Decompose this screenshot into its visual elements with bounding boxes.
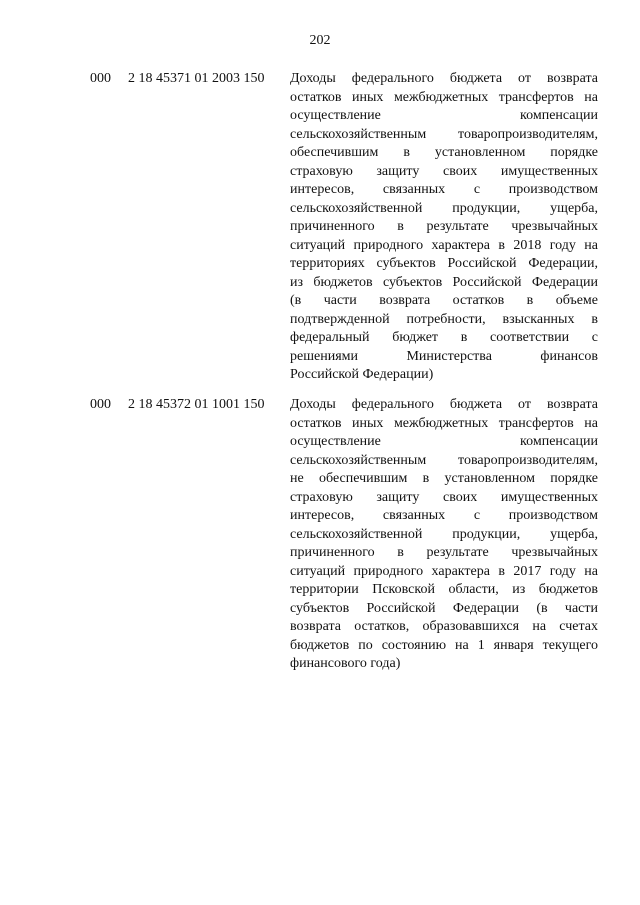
- description-line: не обеспечившим в установленном порядке: [290, 471, 598, 486]
- description-line: страховую защиту своих имущественных: [290, 489, 598, 505]
- description-line: Доходы федерального бюджета от возврата: [290, 397, 598, 412]
- description-line: подтвержденной потребности, взысканных в: [290, 311, 598, 327]
- description-line: остатков иных межбюджетных трансфертов на: [290, 89, 598, 105]
- description-line: сельскохозяйственной продукции, ущерба,: [290, 200, 598, 216]
- description-line: сельскохозяйственным товаропроизводителям,: [290, 452, 598, 468]
- description-line: интересов, связанных с производством: [290, 508, 598, 523]
- description-line: осуществление компенсации: [290, 108, 598, 123]
- description-line: ситуаций природного характера в 2017 году на: [290, 563, 598, 579]
- description-line: из бюджетов субъектов Российской Федерации: [290, 274, 598, 290]
- description-line: территории Псковской области, из бюджетов: [290, 582, 598, 597]
- description-line: страховую защиту своих имущественных: [290, 163, 598, 179]
- entry-description: [290, 70, 598, 385]
- description-line: причиненного в результате чрезвычайных: [290, 545, 598, 560]
- admin-code: 000: [90, 71, 111, 86]
- description-line: Доходы федерального бюджета от возврата: [290, 71, 598, 86]
- description-line: территориях субъектов Российской Федерации,: [290, 256, 598, 271]
- classification-code: 2 18 45372 01 1001 150: [128, 397, 265, 412]
- description-line: федеральный бюджет в соответствии с: [290, 330, 598, 345]
- description-line: (в части возврата остатков в объеме: [290, 293, 598, 308]
- description-line: субъектов Российской Федерации (в части: [290, 600, 598, 616]
- description-line: причиненного в результате чрезвычайных: [290, 219, 598, 234]
- description-line: обеспечившим в установленном порядке: [290, 145, 598, 160]
- admin-code: 000: [90, 397, 111, 412]
- entry-description: [290, 396, 598, 674]
- classification-code: 2 18 45371 01 2003 150: [128, 71, 265, 86]
- description-line: решениями Министерства финансов: [290, 348, 598, 364]
- description-line: Российской Федерации): [290, 367, 434, 382]
- description-line: ситуаций природного характера в 2018 году на: [290, 237, 598, 253]
- description-line: финансового года): [290, 656, 401, 671]
- description-line: интересов, связанных с производством: [290, 182, 598, 197]
- page-number: 202: [309, 33, 331, 48]
- description-line: остатков иных межбюджетных трансфертов на: [290, 415, 598, 431]
- description-line: возврата остатков, образовавшихся на счетах: [290, 619, 598, 634]
- description-line: осуществление компенсации: [290, 434, 598, 449]
- description-line: сельскохозяйственной продукции, ущерба,: [290, 526, 598, 542]
- description-line: сельскохозяйственным товаропроизводителям,: [290, 126, 598, 142]
- description-line: бюджетов по состоянию на 1 января текущего: [290, 637, 598, 653]
